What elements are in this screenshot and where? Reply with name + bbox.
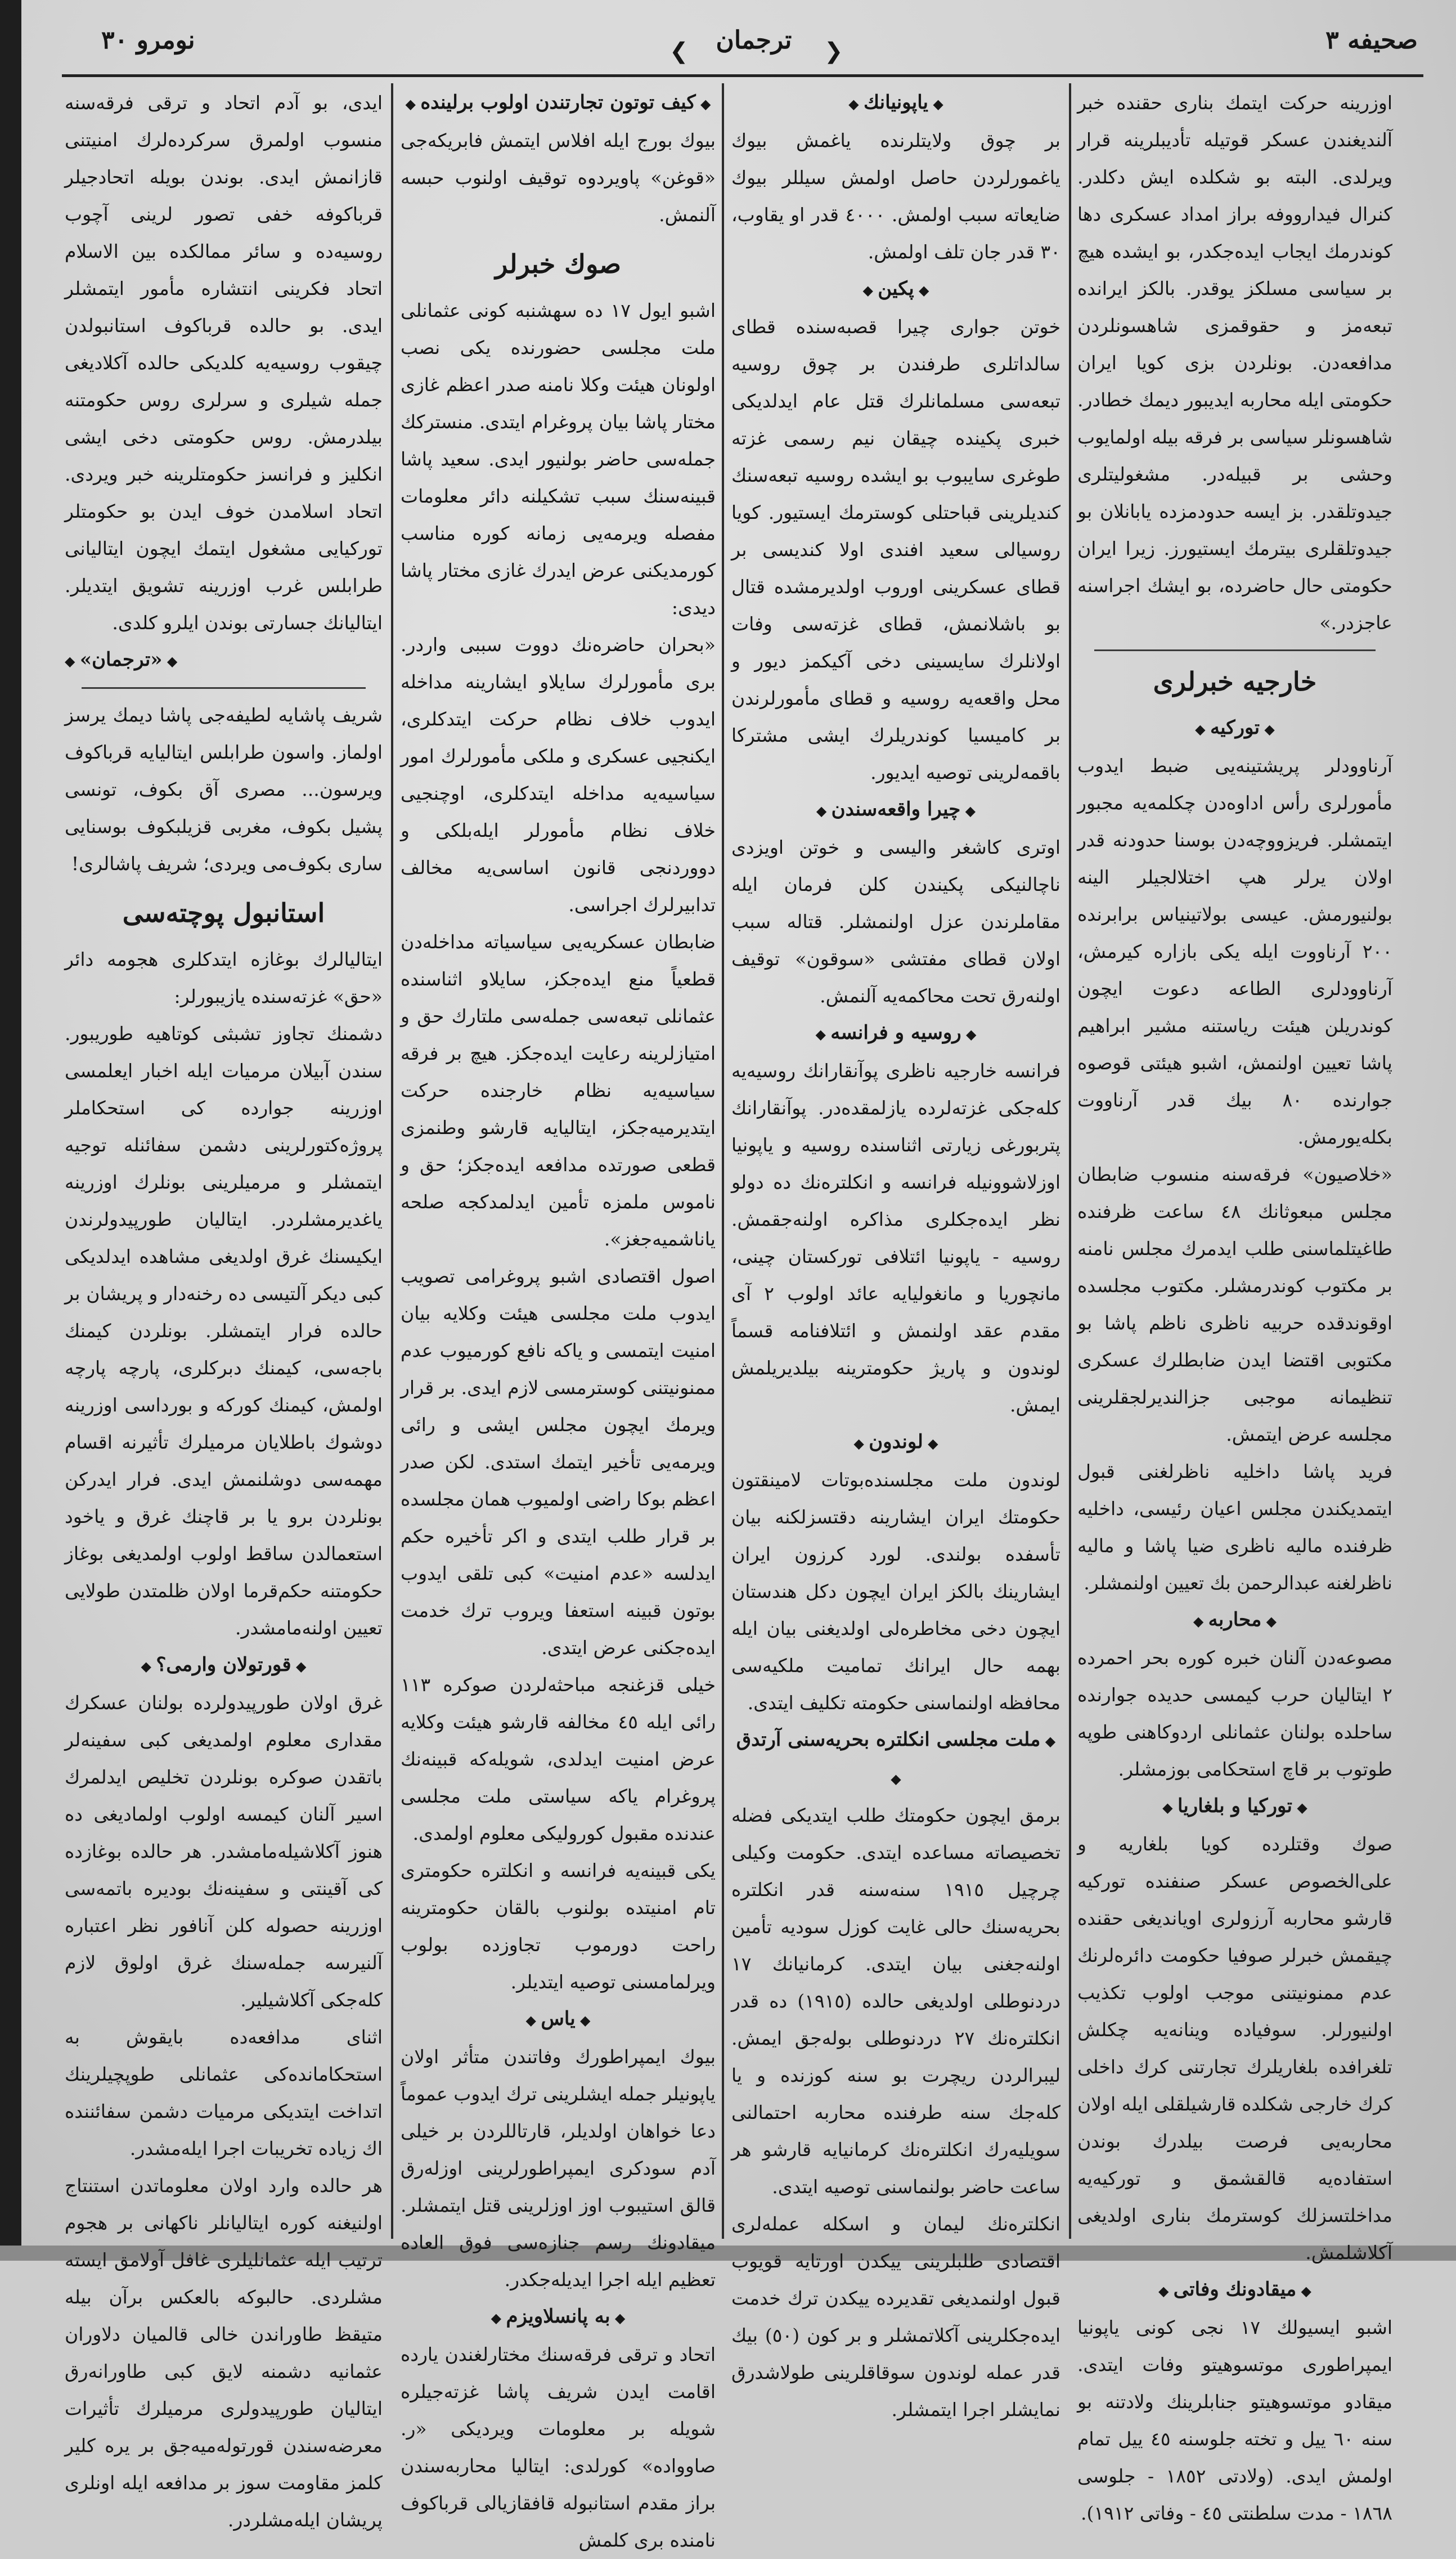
right-ornament-icon: ❯ [824,38,843,64]
subheading: ◆ لوندون ◆ [731,1424,1060,1462]
article-text: فريد پاشا داخليه ناظرلغنى قبول ايتمديكندن مجلس اعيان رئيسى، داخليه ظرفنده ماليه ناظرى ضيا پاشا و ماليه ناظرلغنه عبدالرحمن بك تعيين اولنمشلر. [1077,1460,1392,1594]
article-text: لوندون ملت مجلسنده‌بوتات لامينقتون حكومتك ايران ايشارينه دقتسزلكنه بيان تأسفده بولندى. لورد كرزون ايران ايشارينك بالكز ايران ايچون دكل هندستان ايچون دخى مخاطره‌لى اولديغنى بيان ايله بهمه حال ايرانك تماميت ملكيه‌سى محافظه اولنماسنى حكومته تكليف ايتدى. [731,1469,1060,1714]
article-text: خوتن جوارى چيرا قصبه‌سنده قطاى سالداتلرى طرفندن بر چوق روسيه تبعه‌سى مسلمانلرك قتل عام ايدلديكى خبرى پكينده چيقان نيم رسمى غزته طوغرى سايبوب بو ايشده روسيه تبعه‌سنك كنديلرينى قباحتلى كوسترمك ايستيور. كويا روسيالى سعيد افندى اولا كنديسى بر قطاى عسكرينى اوروب اولديرمشده قتال بو باشلانمش، قطاى غزته‌سى وفات اولانلرك سايسينى دخى آكيكمز ديور و محل واقعه‌يه روسيه و قطاى مأمورلرندن بر كاميسيا كوندريلرك ايشى مشتركا باقمه‌لرينى توصيه ايديور. [731,316,1060,783]
article-text: آرناوودلر پريشتينه‌يى ضبط ايدوب مأمورلرى رأس اداوه‌دن چكلمه‌يه مجبور ايتمشلر. فريزووچه‌دن بوسنا حدودنه قدر اولان يرلر هپ اختلالجيلر الينه بولنيورمش. عيسى بولاتينياس برابرنده ٢٠٠ آرناووت ايله يكى بازاره كيرمش، آرناوودلرى الطاعه دعوت ايچون كوندريلن هيئت رياستنه مشير ابراهيم پاشا تعيين اولنمش، اشبو هيئتى قوصوه جوارنده ٨٠ بيك قدر آرناووت بكله‌يورمش. [1077,755,1392,1148]
article-text: ايتاليالرك بوغازه ايتدكلرى هجومه دائر «حق» غزته‌سنده يازيبورلر: [65,948,383,1007]
article-text: اتحاد و ترقى فرقه‌سنك مختارلغندن يارده اقامت ايدن شريف پاشا غزته‌جيلره شويله بر معلومات ويرديكى «ر. صاوواده» كورلدى: ايتاليا محاربه‌سندن براز مقدم استانبوله قافقازيالى قرباكوف نامنده برى كلمش [401,2343,716,2551]
subheading: ◆ توركيا و بلغاريا ◆ [1077,1788,1392,1826]
article-text: «خلاصيون» فرقه‌سنه منسوب ضابطان مجلس مبعوثانك ٤٨ ساعت ظرفنده طاغيتلماسنى طلب ايدمرك مجلس نامنه بر مكتوب كوندرمشلر. مكتوب مجلسده اوقوندقده حربيه ناظرى ناظم پاشا بو مكتوبى اقتضا ايدن ضابطلرك عسكرى تنظيمانه موجبى جزالنديرلجقلرينى مجلسه عرض ايتمش. [1077,1163,1392,1445]
article-text: اوزرينه حركت ايتمك بنارى حقنده خبر آلنديغندن عسكر قوتيله تأديبلرينه قرار ويرلدى. البته بو شكلده ايش دكلدر. كنرال فيدارووفه براز امداد عسكرى دها كوندرمك ايجاب ايده‌جكدر، بو ايشده هيچ بر سياسى مسلكز يوقدر. بالكز ايرانده تبعه‌مز و حقوقمزى شاهسونلردن مدافعه‌دن. بونلردن بزى كويا ايران حكومتى ايله محاربه ايديبور ديمك خطادر. شاهسونلر سياسى بر فرقه بيله اولمايوب وحشى بر قبيله‌در. مشغوليتلرى جيدوتلقدر. بز ايسه حدودمزده يابانلان بو جيدوتلقلرى بيترمك ايستيورز. زيرا ايران حكومتى حال حاضرده، بو ايشك اجراسنه عاجزدر.» [1077,92,1392,634]
subheading: ◆ محاربه ◆ [1077,1602,1392,1639]
subheading: ◆ توركيه ◆ [1077,710,1392,747]
article-text: بر چوق ولايتلرنده ياغمش بيوك ياغمورلردن حاصل اولمش سيللر بيوك ضايعاته سبب اولمش. ٤٠٠٠ قدر او يقاوب، ٣٠ قدر جان تلف اولمش. [731,129,1060,263]
article-text: انكلتره‌نك ليمان و اسكله عمله‌لرى اقتصادى طلبلرينى ييكدن اورتايه قويوب قبول اولنمديغى تقديرده ييكدن ترك خدمت ايده‌جكلرينى آكلاتمشلر و بر كون (٥٠) بيك قدر عمله لوندون سوقاقلرينى طولاشدرق نمايشلر اجرا ايتمشلر. [731,2213,1060,2421]
scan-edge [0,0,21,2261]
column-1 [1077,84,1393,2524]
article-text: هر حالده وارد اولان معلوماتدن استنتاج اولنيغنه كوره ايتاليانلر ناكهانى بر هجوم ترتيب ايله عثمانليلرى غافل آولامق ايسته مشلردى. حالبوكه بالعكس برآن بيله متيقظ طاوراندن خالى قالميان دلاوران عثمانيه دشمنه لايق كبى طاورانه‌رق ايتاليان طورپيدولرى مرميلرك تأثيرات معرضه‌سندن قورتوله‌ميه‌جق بر يره كلير كلمز مقاومت سوز بر مدافعه ايله اونلرى پريشان ايله‌مشلردر. [65,2175,383,2531]
page-number: صحيفه ٣ [1325,26,1418,55]
column-rule [391,83,393,2239]
article-text: برمق ايچون حكومتك طلب ايتديكى فضله تخصيصاته مساعده ايتدى. حكومت وكيلى چرچيل ١٩١٥ سنه‌سنه قدر انكلتره بحريه‌سنك حالى غايت كوزل سوديه تأمين اولنه‌جغنى بيان ايتدى. كرمانيانك ١٧ دردنوطلى اولديغى حالده (١٩١٥) ده قدر انكلتره‌نك ٢٧ دردنوطلى بوله‌جق ايمش. ليبرالردن ريچرت بو سنه كوزنده و يا كله‌جك سنه طرفنده محاربه احتمالنى سويليه‌رك انكلتره‌نك كرمانيايه قارشو هر ساعت حاضر بولنماسنى توصيه ايتدى. [731,1804,1060,2198]
subheading: ◆ روسيه و فرانسه ◆ [731,1015,1060,1052]
subheading: ◆ قورتولان وارمى؟ ◆ [65,1647,383,1684]
article-text: اوترى كاشغر واليسى و خوتن اويزدى ناچالنيكى پكيندن كلن فرمان ايله مقاملرندن عزل اولنمشلر. قتاله سبب اولان قطاى مفتشى «سوقون» توقيف اولنه‌رق تحت محاكمه‌يه آلنمش. [731,836,1060,1007]
column-rule [722,83,724,2239]
article-text: اشبو ايول ١٧ ده سهشنبه كونى عثمانلى ملت مجلسى حضورنده يكى نصب اولونان هيئت وكلا نامنه صدر اعظم غازى مختار پاشا بيان پروغرام ايتدى. منستركك جمله‌سى حاضر بولنيور ايدى. سعيد پاشا قبينه‌سنك سبب تشكيلنه دائر معلومات مفصله ويرمه‌يى زمانه كوره مناسب كورمديكنى عرض ايدرك غازى مختار پاشا ديدى: [401,299,716,619]
subheading: ◆ پكين ◆ [731,271,1060,308]
masthead-title: ترجمان [716,26,792,55]
subheading: ◆ ملت مجلسى انكلتره بحريه‌سنى آرتدق ◆ [731,1722,1060,1797]
article-text: فرانسه خارجيه ناظرى پوآنقارانك روسيه‌يه كله‌جكى غزته‌لرده يازلمقده‌در. پوآنقارانك پتربورغى زيارتى اثناسنده روسيه و ياپونيا اوزلاشوونيله فرانسه و انكلتره‌نك ده دولو نظر ايده‌جكلرى مذاكره اولنه‌جقمش. روسيه - ياپونيا ائتلافى توركستان چينى، مانچوريا و مانغوليايه عائد اولوب ٢ آى مقدم عقد اولنمش و ائتلافنامه قسماً لوندون و پاريژ حكومترينه بيلديريلمش ايمش. [731,1060,1060,1416]
subheading: ◆ به پانسلاويزم ◆ [401,2298,716,2336]
section-heading-foreign-news: خارجيه خبرلرى [1153,666,1317,697]
article-text: اشبو ايسيولك ١٧ نجى كونى ياپونيا ايمپراطورى موتسوهيتو وفات ايتدى. ميقادو موتسوهيتو جنابلرينك ولادتنه بو سنه ٦٠ ييل و تخته جلوسنه ٤٥ ييل تمام اولمش ايدى. (ولادتى ١٨٥٢ - جلوسى ١٨٦٨ - مدت سلطنتى ٤٥ - وفاتى ١٩١٢). [1077,2316,1393,2524]
subheading: ◆ ياپونيانك ◆ [731,84,1060,122]
page-header [62,16,1423,78]
article-text: مصوعه‌دن آلنان خبره كوره بحر احمرده ٢ ايتاليان حرب كيمسى حديده جوارنده ساحلده بولنان عثمانلى اردوكاهنى طوپه طوتوب بر قاچ استحكامى بوزمشلر. [1077,1647,1392,1780]
issue-number: نومرو ٣٠ [101,26,195,55]
article-text: بيوك ايمپراطورك وفاتندن متأثر اولان ياپونيلر جمله ايشلرينى ترك ايدوب عموماً دعا خواهان اولديلر، قارتاللردن بر خيلى آدم سودكرى ايمپراطورلرينى اوزله‌رق قالق استيبوب اوز اوزلرينى قتل ايتمشلر. ميقادونك رسم جنازه‌سى فوق العاده تعظيم ايله اجرا ايديله‌جكدر. [401,2046,716,2291]
article-text: بيوك بورج ايله افلاس ايتمش فابريكه‌جى «قوغن» پاويردوه توقيف اولنوب حبسه آلنمش. [401,129,716,226]
signature: ◆ «ترجمان» ◆ [65,642,383,679]
column-2 [731,84,1060,2421]
section-divider [82,687,366,689]
article-text: غرق اولان طورپيدولرده بولنان عسكرك مقدارى معلوم اولمديغى كبى سفينه‌لر باتقدن صوكره بونلردن تخليص ايدلمرك اسير آلنان كيمسه اولوب اولماديغى ده هنوز آكلاشيله‌مامشدر. هر حالده بوغازده كى آقينتى و سفينه‌نك بوديره باتمه‌سى اوزرينه حصوله كلن آنافور نظر اعتباره آلنيرسه جمله‌سنك غرق اولوق لازم كله‌جكى آكلاشيلير. [65,1692,383,2011]
column-4 [65,84,383,2531]
header-rule [62,74,1423,77]
article-text: ضابطان عسكريه‌يى سياسياته مداخله‌دن قطعياً منع ايده‌جكز، سايلاو اثناسنده عثمانلى تبعه‌سى جمله‌سى ملتارك حق و امتيازلرينه رعايت ايده‌جكز. هيچ بر فرقه سياسيه‌يه نظام خارجنده حركت ايتديرميه‌جكز، ايتاليايه قارشو وطنمزى قطعى صورتده مدافعه ايده‌جكز؛ حق و ناموس ملمزه تأمين ايدلمدكجه صلحه ياناشميه‌جغز». [401,931,716,1250]
section-heading-istanbul-post: استانبول پوچته‌سى [122,898,325,928]
column-rule [1069,83,1071,2239]
article-text: اصول اقتصادى اشبو پروغرامى تصويب ايدوب ملت مجلسى هيئت وكلايه بيان امنيت ايتمسى و ياكه نافع كورميوب عدم ممنونيتنى كوسترمسى لازم ايدى. بر قرار ويرمك ايچون مجلس ايشى و رائى ويرمه‌يى تأخير ايتمك استدى. لكن صدر اعظم بوكا راضى اولميوب همان مجلسده بر قرار طلب ايتدى و اكر تأخيره حكم ايدلسه «عدم امنيت» كبى تلقى ايدوب بوتون قبينه استعفا ويروب ترك خدمت ايده‌جكنى عرض ايتدى. [400,1265,716,1659]
article-text: يكى قبينه‌يه فرانسه و انكلتره حكومترى تام امنيتده بولنوب بالقان حكومترينه راحت دورموب تجاوزده بولوب ويرلمامسنى توصيه ايتديلر. [401,1859,716,1993]
subheading: ◆ ياس ◆ [401,2001,716,2038]
article-text: اثناى مدافعه‌ده بايقوش به استحكامانده‌كى عثمانلى طوپچيلرينك اتداخت ايتديكى مرميات دشمن سفائننده اك زياده تخريبات اجرا ايله‌مشدر. [65,2026,383,2159]
article-text: دشمنك تجاوز تشبثى كوتاهيه طوريبور. سندن آبيلان مرميات ايله اخبار ايعلمسى اوزرينه جوارده كى استحكاملر پروژه‌كتورلرينى دشمن سفائنله توجيه ايتمشلر و مرميلرينى بونلرك اوزرينه ياغديرمشلردر. ايتاليان طورپيدولرندن ايكيسنك غرق اولديغى مشاهده ايدلديكى كبى ديكر آلتيسى ده رخنه‌دار و پريشان بر حالده فرار ايتمشلر. بونلردن كيمنك باجه‌سى، كيمنك دبركلرى، پارچه پارچه اولمش، كيمنك كوركه و بورداسى اوزرينه دوشوك باطلايان مرميلرك تأثيرنه اقسام مهمه‌سى دوشلنمش ايدى. فرار ايدركن بونلردن برو يا بر قاچنك غرق و ياخود استعمالدن ساقط اولوب اولمديغى بوغاز حكومتنه حكم‌قرما اولان ظلمتدن طولايى تعيين اولنه‌مامشدر. [65,1023,383,1639]
subheading: ◆ ميقادونك وفاتى ◆ [1077,2271,1392,2309]
article-text: «بحران حاضره‌نك دووت سببى واردر. برى مأمورلرك سايلاو ايشارينه مداخله ايدوب خلاف نظام حركت ايتدكلرى، ايكنجيى عسكرى و ملكى مأمورلرك امور سياسيه‌يه مداخله ايتدكلرى، اوچنجيى خلاف نظام مأمورلر ايله‌بلكى و دووردنجى قانون اساسى‌يه مخالف تدابيرلرك اجراسى. [401,634,716,916]
subheading: ◆ چيرا واقعه‌سندن ◆ [731,791,1060,829]
article-text: صوك وقتلرده كويا بلغاريه و على‌الخصوص عسكر صنفنده توركيه قارشو محاربه آرزولرى اويانديغى حقنده چيقمش خبرلر صوفيا حكومت دائره‌لرنك عدم ممنونيتنى موجب اولوب تكذيب اولنيورلر. سوفياده وينانه‌يه چكلش تلغرافده بلغاريلرك تجارتنى كرك داخلى كرك خارجى شكلده قارشيلقلى ايله اولان محاربه‌يى فرصت بيلدرك بوندن استفاده‌يه قالقشمق و توركيه‌يه مداخلتسزلك كوسترمك بنارى اولديغى آكلاشلمش. [1077,1833,1392,2264]
column-3 [400,84,716,2551]
article-text: خيلى قزغنجه مباحثه‌لردن صوكره ١١٣ رائى ايله ٤٥ مخالفه قارشو هيئت وكلايه عرض امنيت ايدلدى، شويله‌كه قبينه‌نك پروغرام ياكه سياستى ملت مجلسى عندنده مقبول كوروليكى معلوم اولمدى. [401,1674,716,1844]
section-divider [1094,649,1376,651]
section-heading-latest-news: صوك خبرلر [495,249,621,279]
article-text: ايدى، بو آدم اتحاد و ترقى فرقه‌سنه منسوب اولمرق سركرده‌لرك امنيتنى قازانمش ايدى. بوندن بويله اتحادجيلر قرباكوفه خفى تصور لرينى آچوب روسيه‌ده و سائر ممالكده بين الاسلام اتحاد فكرينى انتشاره مأمور ايتمشلر ايدى. بو حالده قرباكوف استانبولدن چيقوب روسيه‌يه كلديكى حالده آكلاديغى جمله شيلرى و سرلرى روس حكومتنه بيلدرمش. روس حكومتى دخى ايشى انكليز و فرانسز حكومتلرينه خبر ويردى. اتحاد اسلامدن خوف ايدن بو حكومتلر توركيايى مشغول ايتمك ايچون ايتاليانى طرابلس غرب اوزرينه تشويق ايتديلر. ايتاليانك جسارتى بوندن ايلرو كلدى. [65,92,383,634]
subheading: ◆ كيف توتون تجارتندن اولوب برلينده ◆ [401,84,716,122]
article-text: شريف پاشايه لطيفه‌جى پاشا ديمك يرسز اولماز. واسون طرابلس ايتاليايه قرباكوف ويرسون... مصرى آق بكوف، تونسى پشيل بكوف، مغربى قزيلبكوف بوسنايى سارى بكوف‌مى ويردى؛ شريف پاشالرى! [65,704,383,875]
left-ornament-icon: ❮ [669,38,689,64]
